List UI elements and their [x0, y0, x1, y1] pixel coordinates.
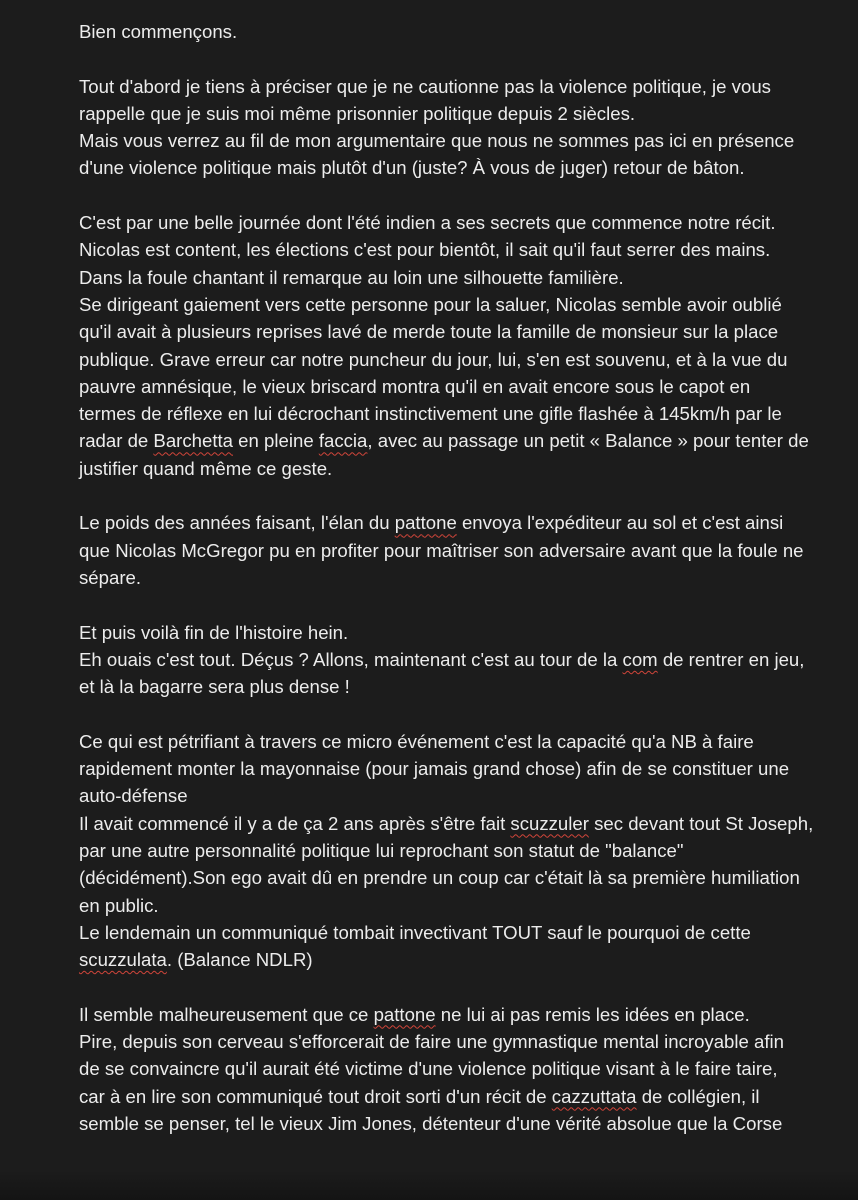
text-line: de se convaincre qu'il aurait été victime d'une violence politique visant à le faire taire,: [79, 1058, 778, 1080]
paragraph-5: [79, 728, 839, 974]
text-line: Ce qui est pétrifiant à travers ce micro événement c'est la capacité qu'a NB à faire: [79, 730, 754, 752]
text-run: sec devant tout St Joseph,: [588, 812, 814, 834]
paragraph-4: [79, 619, 839, 701]
text-line: en public.: [79, 894, 159, 916]
text-run: Il semble malheureusement que ce: [79, 1003, 374, 1025]
paragraph-3: [79, 509, 839, 591]
text-run: de collégien, il: [636, 1085, 760, 1107]
text-line: Se dirigeant gaiement vers cette personne pour la saluer, Nicolas semble avoir oublié: [79, 293, 782, 315]
text-line: Nicolas est content, les élections c'est pour bientôt, il sait qu'il faut serrer des mains.: [79, 239, 771, 261]
text-line: pauvre amnésique, le vieux briscard montra qu'il en avait encore sous le capot en: [79, 375, 751, 397]
text-run: , avec au passage un petit « Balance » pour tenter de: [367, 430, 809, 452]
text-line: [79, 646, 839, 673]
text-line: C'est par une belle journée dont l'été indien a ses secrets que commence notre récit.: [79, 212, 776, 234]
text-line: [79, 509, 839, 536]
text-line: et là la bagarre sera plus dense !: [79, 676, 350, 698]
text-line: qu'il avait à plusieurs reprises lavé de merde toute la famille de monsieur sur la place: [79, 321, 779, 343]
paragraph-6: [79, 1001, 839, 1137]
misspelled-word[interactable]: Barchetta: [153, 430, 234, 452]
text-run: radar de: [79, 430, 154, 452]
greeting-line: Bien commençons.: [79, 21, 238, 42]
text-line: Dans la foule chantant il remarque au loin une silhouette familière.: [79, 266, 624, 288]
text-line: termes de réflexe en lui décrochant instinctivement une gifle flashée à 145km/h par le: [79, 403, 782, 425]
misspelled-word[interactable]: cazzuttata: [551, 1085, 637, 1107]
text-line: [79, 1083, 839, 1110]
paragraph-2: [79, 209, 839, 482]
misspelled-word[interactable]: pattone: [373, 1003, 436, 1025]
paragraph-1: [79, 73, 839, 182]
paragraph-gap: [79, 482, 839, 509]
text-line: que Nicolas McGregor pu en profiter pour maîtriser son adversaire avant que la foule ne: [79, 539, 804, 561]
text-run: Le poids des années faisant, l'élan du: [79, 512, 395, 534]
text-line: semble se penser, tel le vieux Jim Jones, détenteur d'une vérité absolue que la Corse: [79, 1112, 783, 1134]
text-line: [79, 427, 839, 454]
paragraph-gap: [79, 973, 839, 1000]
text-line: d'une violence politique mais plutôt d'un (juste? À vous de juger) retour de bâton.: [79, 157, 745, 179]
text-run: . (Balance NDLR): [166, 949, 313, 971]
paragraph-gap: [79, 700, 839, 727]
text-line: rappelle que je suis moi même prisonnier politique depuis 2 siècles.: [79, 102, 636, 124]
text-line: [79, 946, 839, 973]
text-line: Pire, depuis son cerveau s'efforcerait de faire une gymnastique mental incroyable afin: [79, 1030, 785, 1052]
text-run: Eh ouais c'est tout. Déçus ? Allons, maintenant c'est au tour de la: [79, 648, 623, 670]
text-line: Le lendemain un communiqué tombait invectivant TOUT sauf le pourquoi de cette: [79, 921, 751, 943]
bottom-fade: [0, 1170, 858, 1200]
text-run: envoya l'expéditeur au sol et c'est ainsi: [456, 512, 784, 534]
document-body[interactable]: [79, 18, 839, 1137]
misspelled-word[interactable]: faccia: [318, 430, 368, 452]
misspelled-word[interactable]: scuzzulata: [79, 949, 167, 971]
text-run: en pleine: [233, 430, 319, 452]
text-line: [79, 810, 839, 837]
text-run: Il avait commencé il y a de ça 2 ans après s'être fait: [79, 812, 511, 834]
text-line: rapidement monter la mayonnaise (pour jamais grand chose) afin de se constituer une: [79, 758, 790, 780]
text-line: [79, 1001, 839, 1028]
paragraph-gap: [79, 591, 839, 618]
text-line: publique. Grave erreur car notre puncheur du jour, lui, s'en est souvenu, et à la vue du: [79, 348, 788, 370]
text-line: par une autre personnalité politique lui reprochant son statut de "balance": [79, 839, 684, 861]
misspelled-word[interactable]: com: [622, 648, 658, 670]
paragraph-gap: [79, 45, 839, 72]
text-line: (décidément).Son ego avait dû en prendre un coup car c'était là sa première humiliation: [79, 867, 800, 889]
text-run: ne lui ai pas remis les idées en place.: [435, 1003, 750, 1025]
text-line: Et puis voilà fin de l'histoire hein.: [79, 621, 349, 643]
misspelled-word[interactable]: pattone: [394, 512, 457, 534]
misspelled-word[interactable]: scuzzuler: [510, 812, 589, 834]
text-line: Mais vous verrez au fil de mon argumentaire que nous ne sommes pas ici en présence: [79, 130, 795, 152]
text-run: car à en lire son communiqué tout droit sorti d'un récit de: [79, 1085, 552, 1107]
text-line: auto-défense: [79, 785, 188, 807]
text-line: Tout d'abord je tiens à préciser que je ne cautionne pas la violence politique, je vous: [79, 75, 771, 97]
paragraph-gap: [79, 182, 839, 209]
text-line: justifier quand même ce geste.: [79, 457, 333, 479]
text-line: sépare.: [79, 566, 142, 588]
text-run: de rentrer en jeu,: [657, 648, 805, 670]
